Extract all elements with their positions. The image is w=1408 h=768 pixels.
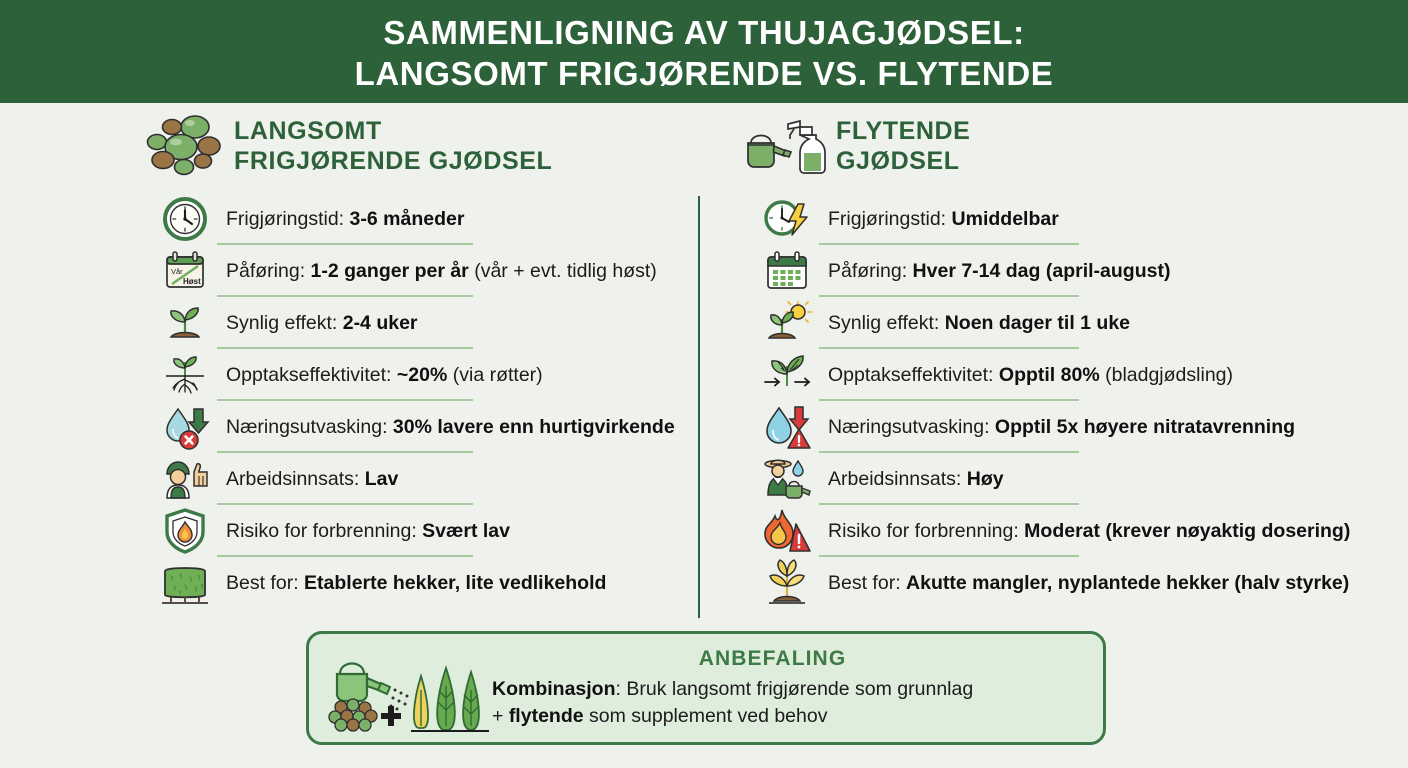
wateringcan-spraybottle-icon bbox=[748, 115, 826, 177]
column-header-slow-release bbox=[146, 113, 691, 179]
spec-value: Opptil 5x høyere nitratavrenning bbox=[994, 416, 1296, 438]
gardener-thumbsup-icon bbox=[146, 456, 224, 502]
spec-value: Noen dager til 1 uke bbox=[944, 312, 1131, 334]
spec-label: Risiko for forbrenning: bbox=[828, 520, 1025, 542]
page-title-line-2: LANGSOMT FRIGJØRENDE VS. FLYTENDE bbox=[354, 54, 1054, 92]
spec-value: Høy bbox=[966, 468, 1004, 490]
spec-text bbox=[828, 415, 1295, 439]
spec-text bbox=[828, 311, 1130, 335]
spec-text bbox=[226, 363, 543, 387]
recommendation-line-2-rest: som supplement ved behov bbox=[583, 704, 828, 727]
spec-label: Risiko for forbrenning: bbox=[226, 520, 423, 542]
spec-value: Umiddelbar bbox=[951, 208, 1059, 230]
spec-row-application bbox=[748, 245, 1378, 297]
clock-icon bbox=[146, 196, 224, 242]
spec-row-nutrient-leaching bbox=[146, 401, 691, 453]
column-divider bbox=[698, 196, 700, 618]
flame-warning-icon bbox=[748, 507, 826, 555]
spec-text bbox=[226, 519, 510, 543]
spec-row-uptake-efficiency bbox=[748, 349, 1378, 401]
spec-value: Akutte mangler, nyplantede hekker (halv styrke) bbox=[906, 572, 1350, 594]
page-title-line-1: SAMMENLIGNING AV THUJAGJØDSEL: bbox=[383, 13, 1025, 51]
spec-list-liquid bbox=[748, 193, 1378, 609]
spec-value: 30% lavere enn hurtigvirkende bbox=[392, 416, 675, 438]
spec-text bbox=[828, 571, 1349, 595]
spec-value: 3-6 måneder bbox=[349, 208, 465, 230]
spec-row-burn-risk bbox=[748, 505, 1378, 557]
spec-value: Lav bbox=[364, 468, 399, 490]
spec-row-visible-effect bbox=[146, 297, 691, 349]
spec-value: Etablerte hekker, lite vedlikehold bbox=[304, 572, 607, 594]
column-title-liquid bbox=[836, 116, 970, 176]
spec-label: Arbeidsinnsats: bbox=[828, 468, 967, 490]
spec-suffix: (bladgjødsling) bbox=[1099, 364, 1233, 386]
spec-label: Frigjøringstid: bbox=[226, 208, 350, 230]
spec-label: Næringsutvasking: bbox=[828, 416, 995, 438]
spec-text bbox=[226, 415, 675, 439]
column-slow-release bbox=[146, 113, 691, 609]
spec-row-uptake-efficiency bbox=[146, 349, 691, 401]
plant-roots-icon bbox=[146, 352, 224, 398]
spec-row-release-time bbox=[146, 193, 691, 245]
spec-row-release-time bbox=[748, 193, 1378, 245]
spec-label: Arbeidsinnsats: bbox=[226, 468, 365, 490]
calendar-autumn-label: Høst bbox=[183, 277, 201, 286]
column-title-line-2: FRIGJØRENDE GJØDSEL bbox=[234, 147, 553, 175]
spec-value: Hver 7-14 dag (april-august) bbox=[912, 260, 1171, 282]
gardener-wateringcan-icon bbox=[748, 455, 826, 503]
recommendation-line-2 bbox=[492, 703, 1089, 730]
spec-label: Påføring: bbox=[226, 260, 311, 282]
spec-value: 1-2 ganger per år bbox=[310, 260, 469, 282]
spec-label: Frigjøringstid: bbox=[828, 208, 952, 230]
hedge-icon bbox=[146, 559, 224, 607]
calendar-spring-label: Vår bbox=[171, 267, 183, 276]
spec-row-burn-risk bbox=[146, 505, 691, 557]
spec-value: Svært lav bbox=[422, 520, 510, 542]
clock-bolt-icon bbox=[748, 196, 826, 242]
spec-label: Næringsutvasking: bbox=[226, 416, 393, 438]
granules-icon bbox=[146, 117, 224, 175]
spec-text bbox=[226, 571, 606, 595]
water-drop-down-arrow-icon bbox=[146, 403, 224, 451]
spec-label: Opptakseffektivitet: bbox=[226, 364, 397, 386]
spec-suffix: (via røtter) bbox=[447, 364, 543, 386]
spec-row-best-for bbox=[146, 557, 691, 609]
spec-row-visible-effect bbox=[748, 297, 1378, 349]
spec-label: Påføring: bbox=[828, 260, 913, 282]
recommendation-line-1 bbox=[492, 676, 1089, 703]
spec-label: Opptakseffektivitet: bbox=[828, 364, 999, 386]
spec-value: Moderat (krever nøyaktig dosering) bbox=[1024, 520, 1351, 542]
recommendation-body bbox=[492, 647, 1103, 730]
recommendation-line-1-bold: Kombinasjon bbox=[492, 677, 616, 700]
spec-label: Best for: bbox=[828, 572, 907, 594]
spec-text bbox=[226, 467, 398, 491]
spec-text bbox=[828, 519, 1350, 543]
column-liquid bbox=[748, 113, 1378, 609]
column-header-liquid bbox=[748, 113, 1378, 179]
spec-suffix: (vår + evt. tidlig høst) bbox=[468, 260, 657, 282]
spec-text bbox=[828, 207, 1059, 231]
recommendation-line-1-rest: : Bruk langsomt frigjørende som grunnlag bbox=[615, 677, 974, 700]
spec-list-slow-release bbox=[146, 193, 691, 609]
recommendation-box bbox=[306, 631, 1106, 745]
recommendation-line-2-bold: flytende bbox=[508, 704, 584, 727]
spec-text bbox=[828, 467, 1004, 491]
spec-label: Synlig effekt: bbox=[828, 312, 945, 334]
spec-text bbox=[226, 311, 418, 335]
yellow-plant-icon bbox=[748, 558, 826, 608]
spec-text bbox=[226, 259, 657, 283]
column-title-line-1: FLYTENDE bbox=[836, 117, 971, 145]
spec-value: Opptil 80% bbox=[998, 364, 1100, 386]
seedling-soil-icon bbox=[146, 300, 224, 346]
seedling-sun-icon bbox=[748, 299, 826, 347]
column-title-line-2: GJØDSEL bbox=[836, 147, 960, 175]
spec-value: 2-4 uker bbox=[342, 312, 418, 334]
spec-text bbox=[828, 259, 1170, 283]
page-header bbox=[0, 0, 1408, 103]
spec-row-application bbox=[146, 245, 691, 297]
recommendation-line-2-prefix: + bbox=[492, 704, 509, 727]
spec-value: ~20% bbox=[396, 364, 448, 386]
spec-row-labour bbox=[146, 453, 691, 505]
wateringcan-granules-hedges-icon bbox=[317, 642, 492, 734]
calendar-grid-icon bbox=[748, 248, 826, 294]
recommendation-title: ANBEFALING bbox=[698, 646, 847, 670]
spec-row-labour bbox=[748, 453, 1378, 505]
spec-text bbox=[828, 363, 1233, 387]
spec-text bbox=[226, 207, 464, 231]
calendar-seasons-icon bbox=[146, 248, 224, 294]
spec-label: Synlig effekt: bbox=[226, 312, 343, 334]
water-drop-warning-icon bbox=[748, 403, 826, 451]
spec-label: Best for: bbox=[226, 572, 305, 594]
spec-row-nutrient-leaching bbox=[748, 401, 1378, 453]
shield-flame-icon bbox=[146, 507, 224, 555]
leaf-uptake-icon bbox=[748, 352, 826, 398]
spec-row-best-for bbox=[748, 557, 1378, 609]
column-title-line-1: LANGSOMT bbox=[234, 117, 382, 145]
column-title-slow-release bbox=[234, 116, 552, 176]
